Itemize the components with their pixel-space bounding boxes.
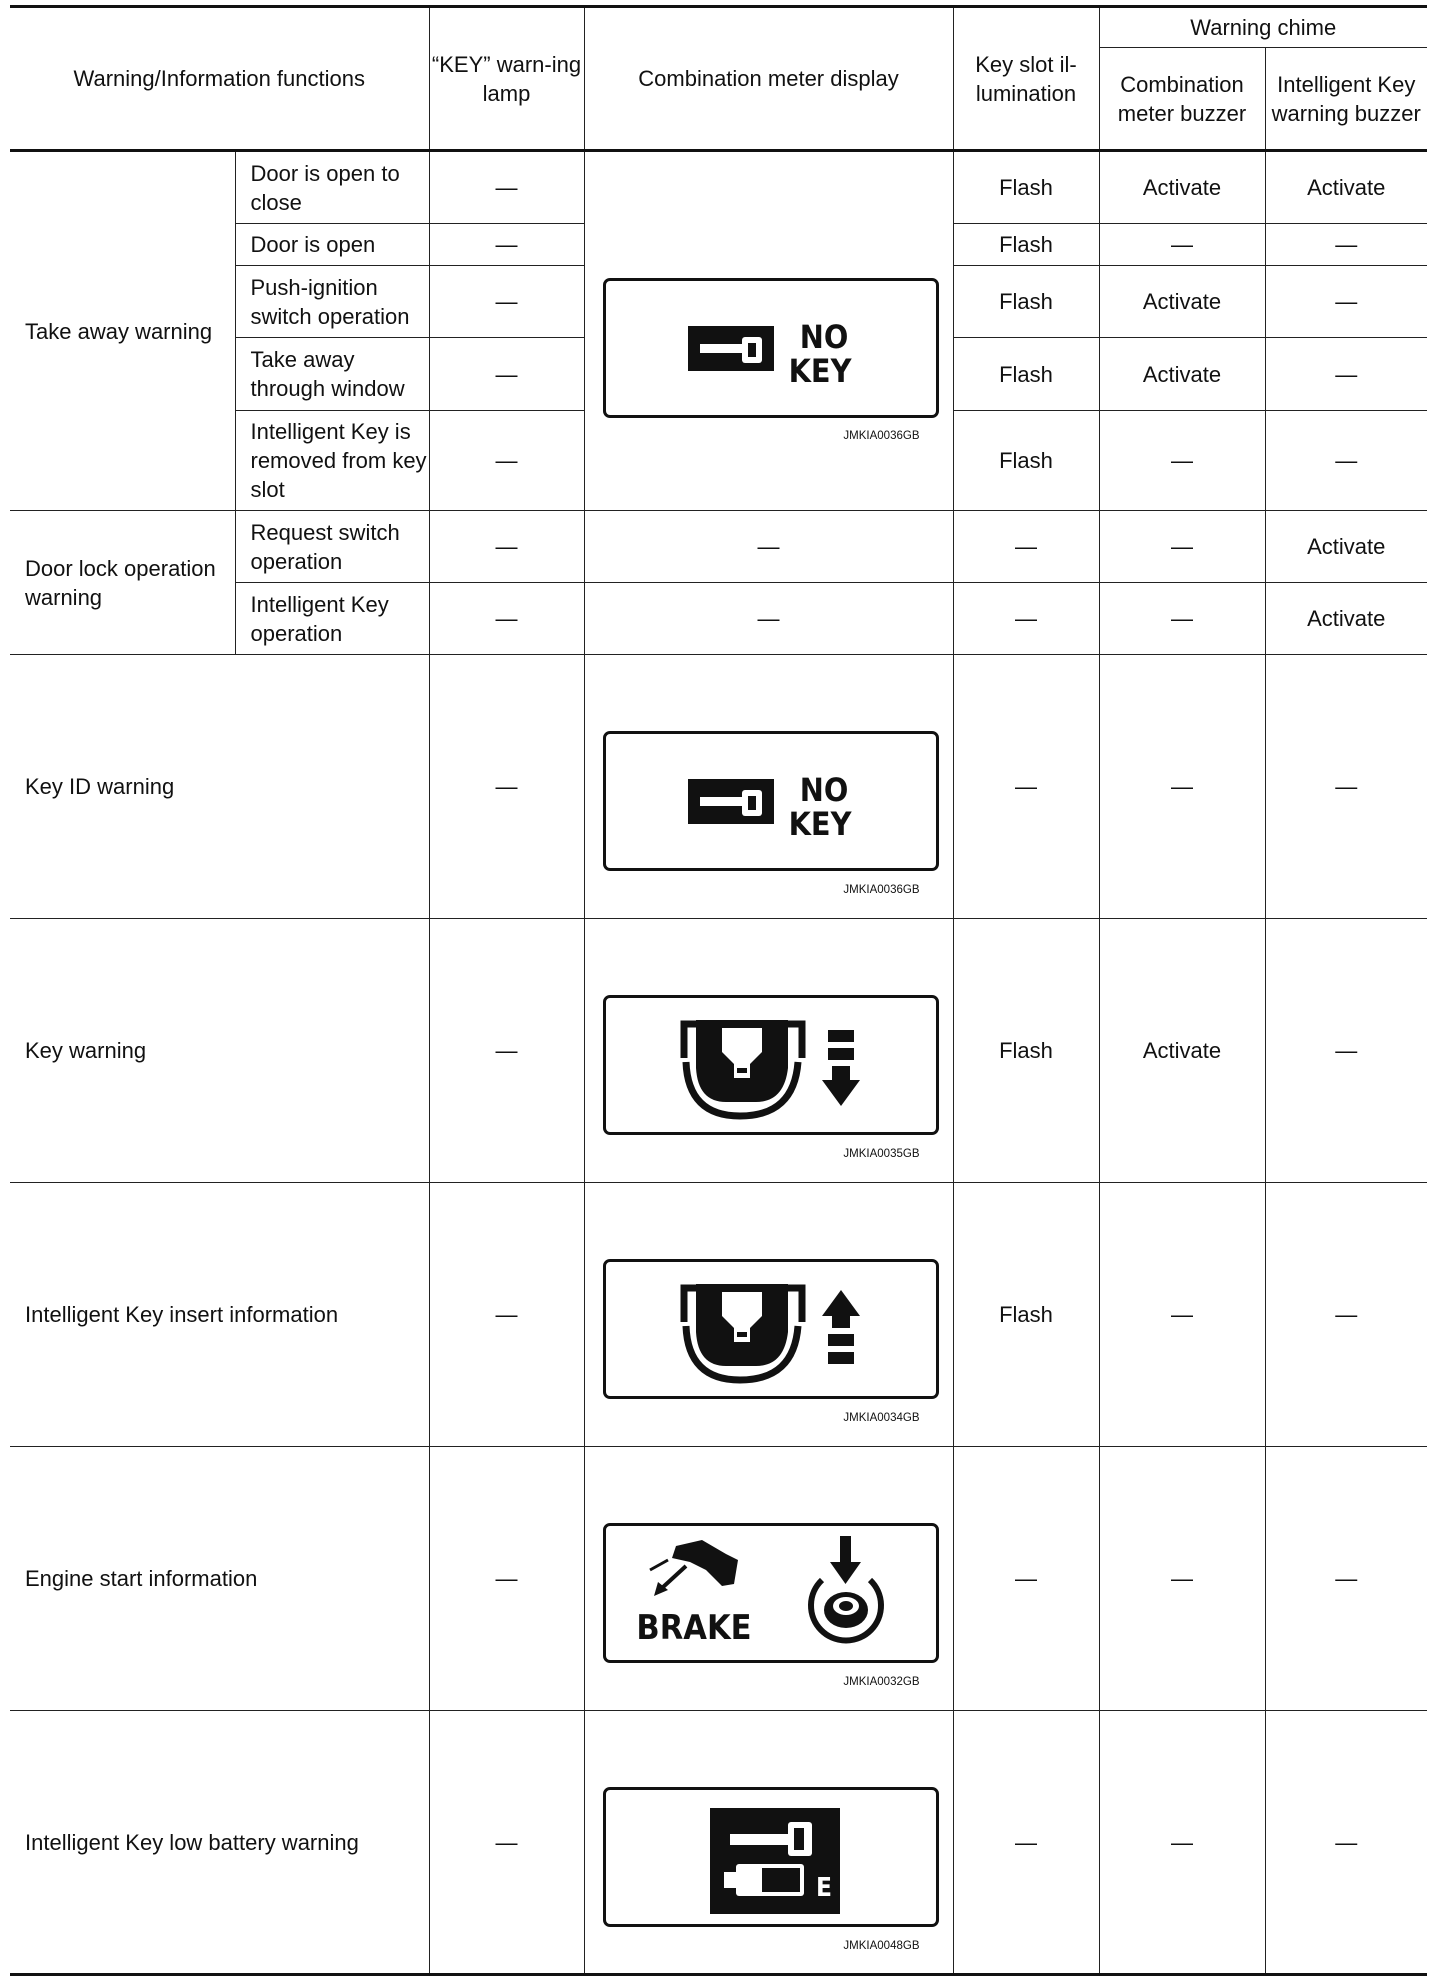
key-text: KEY <box>788 805 851 843</box>
slot-cell: Flash <box>953 1183 1099 1447</box>
slot-cell: Flash <box>953 266 1099 338</box>
display-no-key <box>603 278 939 418</box>
key-buzzer-cell: — <box>1265 224 1427 266</box>
lamp-cell: — <box>429 338 584 411</box>
header-key-slot: Key slot il-lumination <box>953 7 1099 151</box>
key-buzzer-cell: — <box>1265 338 1427 411</box>
meter-cell: — <box>1099 1711 1265 1975</box>
key-buzzer-cell: — <box>1265 411 1427 511</box>
slot-cell: — <box>953 1447 1099 1711</box>
key-buzzer-cell: Activate <box>1265 511 1427 583</box>
slot-cell: Flash <box>953 151 1099 224</box>
key-icon <box>606 734 936 868</box>
key-slot-down-icon <box>606 998 936 1132</box>
display-no-key <box>603 731 939 871</box>
sub-row-label: Push-ignition switch operation <box>235 266 429 338</box>
display-no-key-cell <box>584 151 953 511</box>
e-text: E <box>815 1873 832 1903</box>
header-display: Combination meter display <box>584 7 953 151</box>
figure-code: JMKIA0034GB <box>843 1412 920 1424</box>
figure-code: JMKIA0035GB <box>843 1148 920 1160</box>
sub-row-label: Intelligent Key operation <box>235 583 429 655</box>
slot-cell: — <box>953 511 1099 583</box>
lamp-cell: — <box>429 1183 584 1447</box>
slot-cell: — <box>953 655 1099 919</box>
meter-cell: — <box>1099 1447 1265 1711</box>
slot-cell: — <box>953 583 1099 655</box>
sub-row-label: Door is open <box>235 224 429 266</box>
header-functions: Warning/Information functions <box>10 7 429 151</box>
header-key-lamp: “KEY” warn-ing lamp <box>429 7 584 151</box>
group-door-lock: Door lock operation warning <box>10 511 235 655</box>
display-cell: — <box>584 583 953 655</box>
meter-cell: Activate <box>1099 338 1265 411</box>
brake-push-start-icon <box>606 1526 936 1660</box>
sub-row-label: Intelligent Key is removed from key slot <box>235 411 429 511</box>
meter-cell: Activate <box>1099 919 1265 1183</box>
display-engine-start <box>603 1523 939 1663</box>
lamp-cell: — <box>429 511 584 583</box>
lamp-cell: — <box>429 266 584 338</box>
meter-cell: — <box>1099 583 1265 655</box>
display-key-remove <box>603 995 939 1135</box>
lamp-cell: — <box>429 151 584 224</box>
lamp-cell: — <box>429 411 584 511</box>
slot-cell: Flash <box>953 919 1099 1183</box>
display-key-insert <box>603 1259 939 1399</box>
display-cell <box>584 919 953 1183</box>
figure-code: JMKIA0032GB <box>843 1676 920 1688</box>
no-text: NO <box>799 771 848 809</box>
header-meter-buzzer: Combination meter buzzer <box>1099 48 1265 151</box>
figure-code: JMKIA0036GB <box>843 430 920 442</box>
figure-code: JMKIA0048GB <box>843 1940 920 1952</box>
row-label: Intelligent Key insert information <box>10 1183 429 1447</box>
header-warning-chime: Warning chime <box>1099 7 1427 48</box>
meter-cell: — <box>1099 655 1265 919</box>
display-cell <box>584 1447 953 1711</box>
meter-cell: — <box>1099 511 1265 583</box>
slot-cell: Flash <box>953 411 1099 511</box>
key-buzzer-cell: — <box>1265 1711 1427 1975</box>
meter-cell: — <box>1099 224 1265 266</box>
key-buzzer-cell: — <box>1265 919 1427 1183</box>
slot-cell: — <box>953 1711 1099 1975</box>
display-cell: — <box>584 511 953 583</box>
display-cell <box>584 1183 953 1447</box>
key-buzzer-cell: Activate <box>1265 583 1427 655</box>
display-cell <box>584 1711 953 1975</box>
slot-cell: Flash <box>953 338 1099 411</box>
lamp-cell: — <box>429 1447 584 1711</box>
key-text: KEY <box>788 352 851 390</box>
sub-row-label: Request switch operation <box>235 511 429 583</box>
group-take-away: Take away warning <box>10 151 235 511</box>
lamp-cell: — <box>429 655 584 919</box>
sub-row-label: Door is open to close <box>235 151 429 224</box>
row-label: Engine start information <box>10 1447 429 1711</box>
key-buzzer-cell: — <box>1265 655 1427 919</box>
row-label: Intelligent Key low battery warning <box>10 1711 429 1975</box>
key-buzzer-cell: Activate <box>1265 151 1427 224</box>
header-key-buzzer: Intelligent Key warning buzzer <box>1265 48 1427 151</box>
key-battery-icon <box>606 1790 936 1924</box>
key-buzzer-cell: — <box>1265 1183 1427 1447</box>
no-text: NO <box>799 318 848 356</box>
display-cell <box>584 655 953 919</box>
key-slot-up-icon <box>606 1262 936 1396</box>
key-buzzer-cell: — <box>1265 1447 1427 1711</box>
brake-text: BRAKE <box>635 1608 752 1648</box>
lamp-cell: — <box>429 1711 584 1975</box>
row-label: Key ID warning <box>10 655 429 919</box>
row-label: Key warning <box>10 919 429 1183</box>
warning-functions-table <box>10 5 1427 1976</box>
lamp-cell: — <box>429 919 584 1183</box>
meter-cell: Activate <box>1099 151 1265 224</box>
meter-cell: — <box>1099 411 1265 511</box>
display-low-battery <box>603 1787 939 1927</box>
slot-cell: Flash <box>953 224 1099 266</box>
sub-row-label: Take away through window <box>235 338 429 411</box>
lamp-cell: — <box>429 224 584 266</box>
figure-code: JMKIA0036GB <box>843 884 920 896</box>
meter-cell: — <box>1099 1183 1265 1447</box>
key-buzzer-cell: — <box>1265 266 1427 338</box>
lamp-cell: — <box>429 583 584 655</box>
key-icon <box>606 281 936 415</box>
meter-cell: Activate <box>1099 266 1265 338</box>
